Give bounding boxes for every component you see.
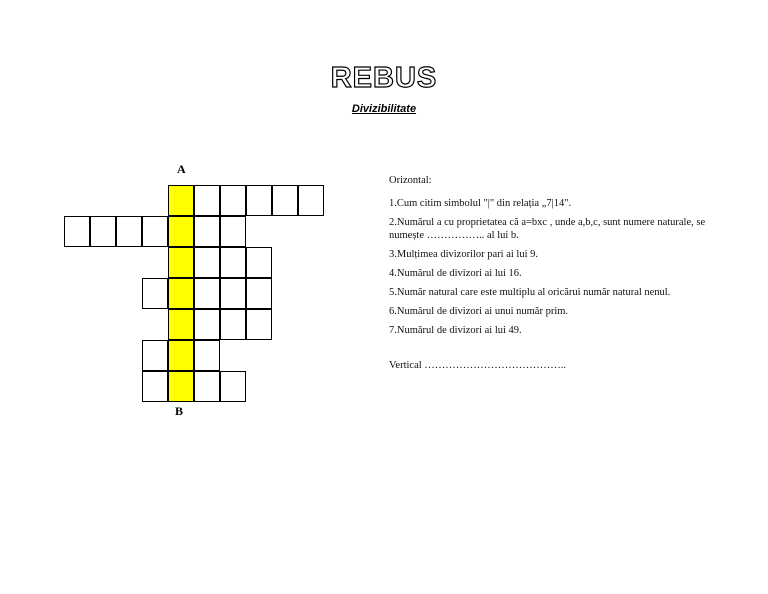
grid-cell (142, 371, 168, 402)
grid-cell (116, 216, 142, 247)
grid-cell (220, 309, 246, 340)
grid-cell (298, 185, 324, 216)
grid-cell (194, 340, 220, 371)
grid-cell (246, 309, 272, 340)
grid-cell (220, 371, 246, 402)
grid-cell (220, 247, 246, 278)
key-cell (168, 278, 194, 309)
grid-cell (246, 278, 272, 309)
key-cell (168, 247, 194, 278)
grid-cell (220, 278, 246, 309)
grid-cell (246, 247, 272, 278)
grid-cell (64, 216, 90, 247)
grid-cell (220, 185, 246, 216)
key-cell (168, 185, 194, 216)
clue-3: 3.Mulțimea divizorilor pari ai lui 9. (389, 249, 539, 260)
key-cell (168, 309, 194, 340)
vertical-end-label: B (175, 404, 184, 418)
grid-cell (194, 309, 220, 340)
clue-1: 1.Cum citim simbolul "|" din relația „7|14". (389, 198, 572, 209)
grid-cell (220, 216, 246, 247)
clue-5: 5.Număr natural care este multiplu al oricărui număr natural nenul. (389, 287, 671, 298)
grid-cell (142, 340, 168, 371)
key-cell (168, 340, 194, 371)
clue-4: 4.Numărul de divizori ai lui 16. (389, 268, 522, 279)
grid-cell (246, 185, 272, 216)
clue-6: 6.Numărul de divizori ai unui număr prim. (389, 306, 569, 317)
clues-panel (389, 174, 734, 372)
grid-cell (272, 185, 298, 216)
vertical-answer-line: Vertical ………………………………….. (389, 360, 567, 371)
grid-cell (194, 185, 220, 216)
grid-cell (142, 216, 168, 247)
page-subtitle: Divizibilitate (351, 103, 417, 115)
grid-cell (90, 216, 116, 247)
clue-7: 7.Numărul de divizori ai lui 49. (389, 325, 522, 336)
clue-2: 2.Numărul a cu proprietatea că a=bxc , unde a,b,c, sunt numere naturale, se numește …………….. al lui b. (389, 217, 706, 241)
grid-cell (194, 247, 220, 278)
page-title: REBUS (330, 62, 438, 94)
grid-cell (142, 278, 168, 309)
grid-cell (194, 371, 220, 402)
grid-cell (194, 278, 220, 309)
horizontal-heading: Orizontal: (389, 175, 432, 186)
key-cell (168, 371, 194, 402)
grid-cell (194, 216, 220, 247)
key-cell (168, 216, 194, 247)
vertical-start-label: A (177, 162, 186, 176)
